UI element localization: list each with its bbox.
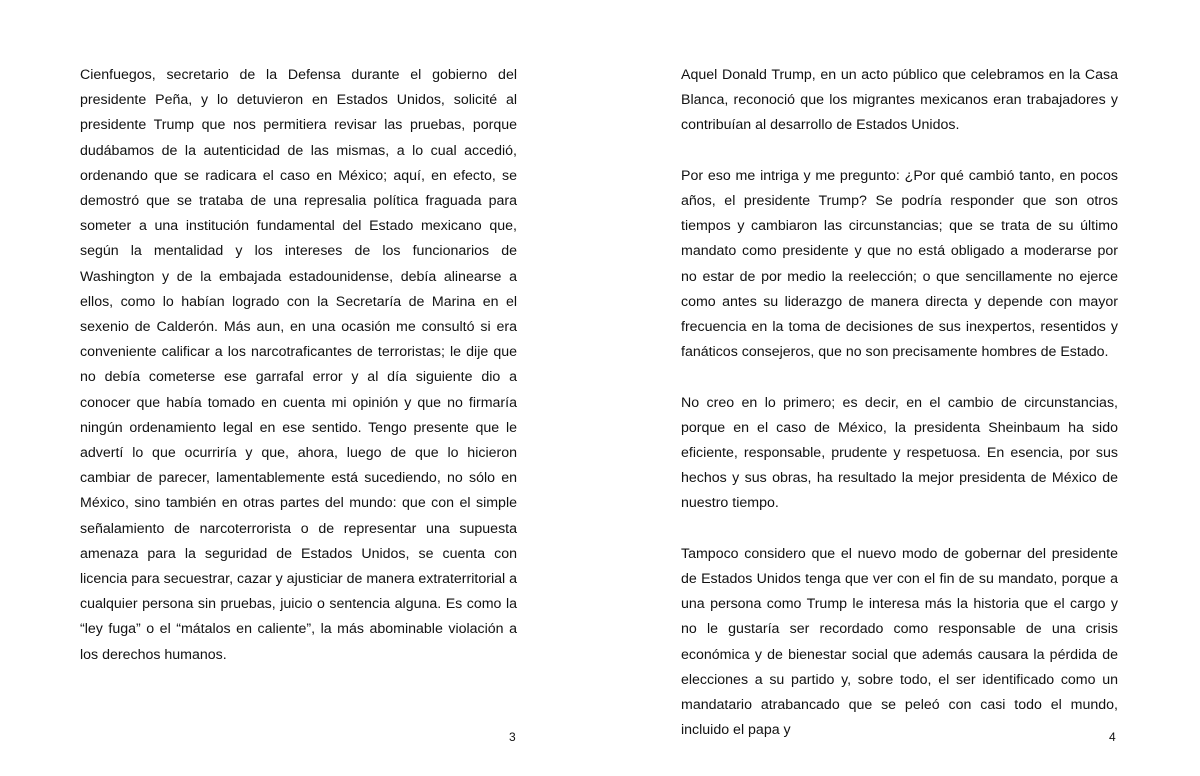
right-page [600, 0, 1200, 776]
page-number-right: 4 [1109, 730, 1116, 744]
paragraph: No creo en lo primero; es decir, en el cambio de circunstancias, porque en el caso de México, la presidenta Sheinbaum ha sido eficiente, responsable, prudente y respetuosa. En esencia, por sus hechos y sus obras, ha resultado la mejor presidenta de México de nuestro tiempo. [681, 394, 1118, 512]
paragraph: Tampoco considero que el nuevo modo de gobernar del presidente de Estados Unidos tenga que ver con el fin de su mandato, porque a una persona como Trump le interesa más la historia que el cargo y no le gustaría ser recordado como responsable de una crisis económica y de bienestar social que además causara la pérdida de elecciones a su partido y, sobre todo, el ser identificado como un mandatario atrabancado que se peleó con casi todo el mundo, incluido el papa y [681, 545, 1118, 739]
paragraph: Por eso me intriga y me pregunto: ¿Por qué cambió tanto, en pocos años, el presidente Trump? Se podría responder que son otros tiempos y cambiaron las circunstancias; que se trata de su último mandato como presidente y que no está obligado a moderarse por no estar de por medio la reelección; o que sencillamente no ejerce como antes su liderazgo de manera directa y depende con mayor frecuencia en la toma de decisiones de sus inexpertos, resentidos y fanáticos consejeros, que no son precisamente hombres de Estado. [681, 167, 1118, 361]
right-page-text [681, 63, 1118, 743]
left-page-text [80, 63, 517, 668]
paragraph: Aquel Donald Trump, en un acto público que celebramos en la Casa Blanca, reconoció que los migrantes mexicanos eran trabajadores y contribuían al desarrollo de Estados Unidos. [681, 67, 1118, 134]
page-number-left: 3 [509, 730, 516, 744]
paragraph: Cienfuegos, secretario de la Defensa durante el gobierno del presidente Peña, y lo detuvieron en Estados Unidos, solicité al presidente Trump que nos permitiera revisar las pruebas, porque dudábamos de la autenticidad de las mismas, a lo cual accedió, ordenando que se radicara el caso en México; aquí, en efecto, se demostró que se trataba de una represalia política fraguada para someter a una institución fundamental del Estado mexicano que, según la mentalidad y los intereses de los funcionarios de Washington y de la embajada estadounidense, debía alinearse a ellos, como lo habían logrado con la Secretaría de Marina en el sexenio de Calderón. Más aun, en una ocasión me consultó si era conveniente calificar a los narcotraficantes de terroristas; le dije que no debía cometerse ese garrafal error y al día siguiente dio a conocer que había tomado en cuenta mi opinión y que no firmaría ningún ordenamiento legal en ese sentido. Tengo presente que le advertí lo que ocurriría y que, ahora, luego de que lo hicieron cambiar de parecer, lamentablemente está sucediendo, no sólo en México, sino también en otras partes del mundo: que con el simple señalamiento de narcoterrorista o de representar una supuesta amenaza para la seguridad de Estados Unidos, se cuenta con licencia para secuestrar, cazar y ajusticiar de manera extraterritorial a cualquier persona sin pruebas, juicio o sentencia alguna. Es como la “ley fuga” o el “mátalos en caliente”, la más abominable violación a los derechos humanos. [80, 67, 517, 663]
